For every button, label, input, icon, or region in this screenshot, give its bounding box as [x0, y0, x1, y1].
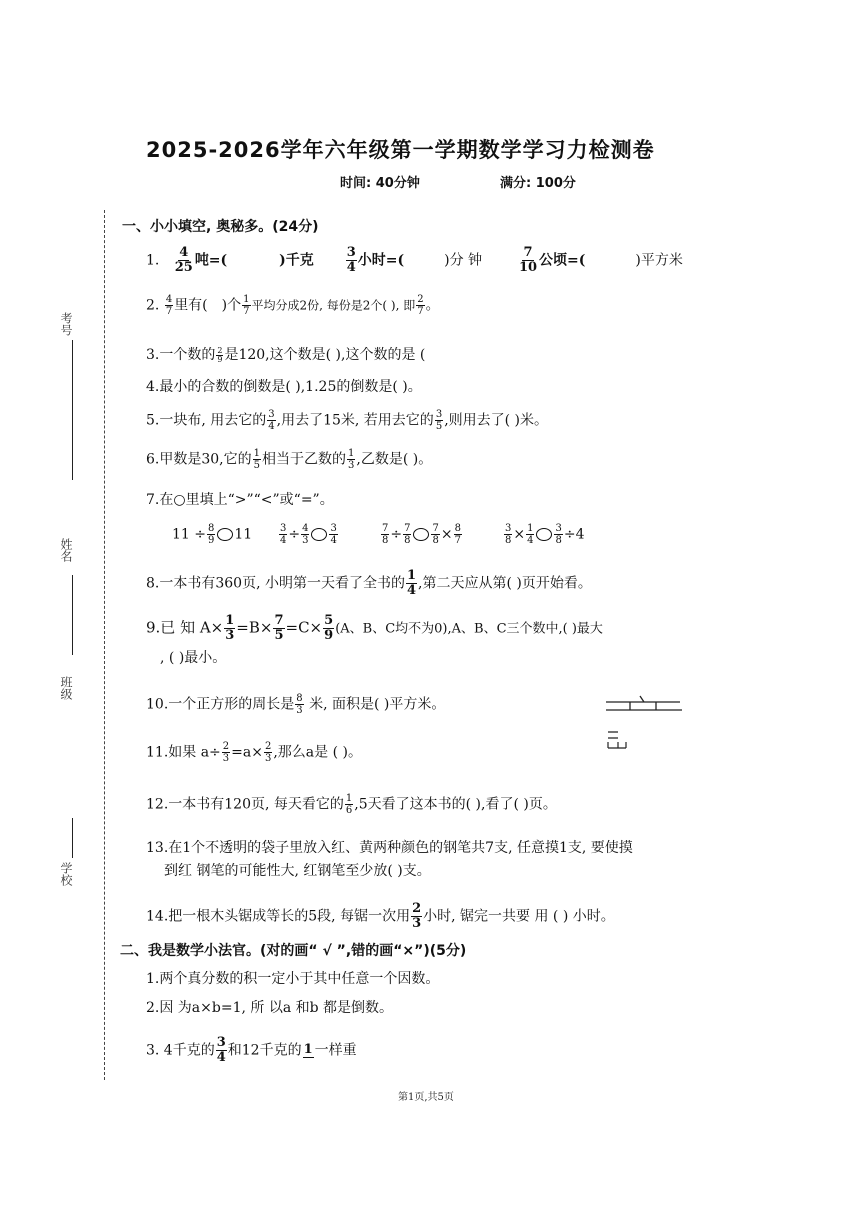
page-number: 第1页,共5页 — [398, 1092, 454, 1103]
fraction: $\frac{2}{3}$ — [222, 741, 230, 764]
fraction: $\frac{3}{8}$ — [505, 523, 512, 546]
question-13-line1: 13.在1个不透明的袋子里放入红、黄两种颜色的钢笔共7支, 任意摸1支, 要使摸 — [146, 840, 633, 856]
fraction: $\frac{1}{4}$ — [406, 568, 417, 598]
compare-circle[interactable] — [413, 528, 429, 541]
question-8: 8.一本书有360页, 小明第一天看了全书的 $\frac{1}{4}$ ,第二天应从第( )页开始看。 — [146, 568, 592, 598]
fraction: $\frac{5}{9}$ — [324, 613, 334, 643]
question-13-line2: 到红 钢笔的可能性大, 红钢笔至少放( )支。 — [164, 863, 431, 879]
fraction: $\frac{1}{6}$ — [345, 793, 353, 816]
compare-expression-2: $\frac{3}{4}$ ÷ $\frac{4}{3}$ $\frac{3}{4}$ — [280, 523, 337, 546]
exam-time: 时间: 40分钟 — [340, 176, 420, 191]
question-10: 10.一个正方形的周长是 $\frac{8}{3}$ 米, 面积是( )平方米。 — [146, 693, 446, 716]
binding-blank-line — [72, 575, 73, 655]
fraction: $\frac{7}{8}$ — [432, 523, 439, 546]
fraction: 1 — [303, 1042, 313, 1057]
compare-circle[interactable] — [217, 528, 233, 541]
question-6: 6.甲数是30,它的 $\frac{1}{5}$ 相当于乙数的 $\frac{1}{3}$ ,乙数是( )。 — [146, 448, 433, 471]
binding-blank-line — [72, 818, 73, 858]
question-2: 2. $\frac{4}{7}$ 里有( )个 $\frac{1}{7}$ 平均分成2份, 每份是2个( ), 即 $\frac{2}{7}$ 。 — [146, 294, 440, 317]
compare-circle[interactable] — [311, 528, 327, 541]
fraction: $\frac{2}{7}$ — [417, 294, 424, 317]
question-12: 12.一本书有120页, 每天看它的 $\frac{1}{6}$ ,5天看了这本书的( ),看了( )页。 — [146, 793, 557, 816]
fraction: $\frac{3}{8}$ — [555, 523, 562, 546]
fraction: $\frac{8}{7}$ — [454, 523, 461, 546]
compare-circle[interactable] — [536, 528, 552, 541]
binding-label-exam-number: 考号 — [59, 312, 73, 336]
question-14: 14.把一根木头锯成等长的5段, 每锯一次用 $\frac{2}{3}$ 小时, 锯完一共要 用 ( ) 小时。 — [146, 901, 615, 931]
question-1: 1. $\frac{4}{25}$ 吨=( )千克 $\frac{3}{4}$ 小时=( )分 钟 $\frac{7}{10}$ 公顷=( )平方米 — [146, 245, 683, 275]
question-11: 11.如果 a÷ $\frac{2}{3}$ =a× $\frac{2}{3}$ ,那么a是 ( )。 — [146, 741, 362, 764]
fraction: $\frac{7}{10}$ — [518, 245, 538, 275]
fraction: $\frac{1}{3}$ — [225, 613, 235, 643]
scan-marks — [604, 694, 686, 756]
fraction: $\frac{1}{3}$ — [348, 448, 355, 471]
fraction: $\frac{7}{5}$ — [274, 613, 284, 643]
compare-expression-1: 11 ÷ $\frac{8}{9}$ 11 — [172, 523, 253, 546]
fraction: $\frac{2}{3}$ — [412, 901, 422, 931]
fraction: $\frac{7}{8}$ — [404, 523, 411, 546]
fraction: $\frac{1}{5}$ — [253, 448, 260, 471]
fraction: $\frac{3}{4}$ — [346, 245, 356, 275]
fraction: $\frac{1}{7}$ — [243, 294, 250, 317]
fraction: $\frac{8}{3}$ — [296, 693, 303, 716]
fraction: $\frac{3}{4}$ — [216, 1035, 226, 1065]
question-7: 7.在○里填上“>”“<”或“=”。 — [146, 492, 334, 508]
fraction: $\frac{3}{4}$ — [330, 523, 337, 546]
fraction: $\frac{4}{25}$ — [174, 245, 193, 275]
page-title: 2025-2026学年六年级第一学期数学学习力检测卷 — [146, 138, 655, 162]
fraction: $\frac{8}{9}$ — [208, 523, 215, 546]
binding-line — [104, 210, 105, 1080]
question-3: 3.一个数的 $\frac{2}{9}$ 是120,这个数是( ),这个数的是 ( — [146, 345, 426, 364]
fraction: $\frac{3}{4}$ — [280, 523, 287, 546]
fraction: $\frac{3}{4}$ — [268, 409, 275, 432]
section-heading-true-false: 二、我是数学小法官。(对的画“ √ ”,错的画“×”)(5分) — [120, 943, 467, 959]
question-9-line2: , ( )最小。 — [160, 650, 227, 666]
fraction: $\frac{2}{9}$ — [217, 345, 223, 364]
judge-1: 1.两个真分数的积一定小于其中任意一个因数。 — [146, 971, 440, 987]
binding-label-class: 班级 — [59, 676, 73, 700]
fraction: $\frac{4}{7}$ — [165, 294, 173, 317]
fraction: $\frac{4}{3}$ — [302, 523, 309, 546]
question-9: 9.已 知 A× $\frac{1}{3}$ =B× $\frac{7}{5}$ =C× $\frac{5}{9}$ (A、B、C均不为0),A、B、C三个数中,( )最大 — [146, 613, 603, 643]
question-4: 4.最小的合数的倒数是( ),1.25的倒数是( )。 — [146, 379, 422, 395]
fraction: $\frac{1}{4}$ — [527, 523, 534, 546]
judge-2: 2.因 为a×b=1, 所 以a 和b 都是倒数。 — [146, 1000, 394, 1016]
binding-label-name: 姓名 — [59, 538, 73, 562]
compare-expression-4: $\frac{3}{8}$ × $\frac{1}{4}$ $\frac{3}{8}$ ÷4 — [505, 523, 585, 546]
fraction: $\frac{7}{8}$ — [382, 523, 389, 546]
question-5: 5.一块布, 用去它的 $\frac{3}{4}$ ,用去了15米, 若用去它的 $\frac{3}{5}$ ,则用去了( )米。 — [146, 409, 549, 432]
binding-blank-line — [72, 340, 73, 480]
section-heading-fill-blank: 一、小小填空, 奥秘多。(24分) — [122, 219, 319, 235]
exam-score: 满分: 100分 — [500, 176, 576, 191]
judge-3: 3. 4千克的 $\frac{3}{4}$ 和12千克的 1 一样重 — [146, 1035, 357, 1065]
fraction: $\frac{3}{5}$ — [435, 409, 443, 432]
binding-label-school: 学校 — [59, 862, 73, 886]
fraction: $\frac{2}{3}$ — [264, 741, 272, 764]
compare-expression-3: $\frac{7}{8}$ ÷ $\frac{7}{8}$ $\frac{7}{8}$ × $\frac{8}{7}$ — [382, 523, 461, 546]
